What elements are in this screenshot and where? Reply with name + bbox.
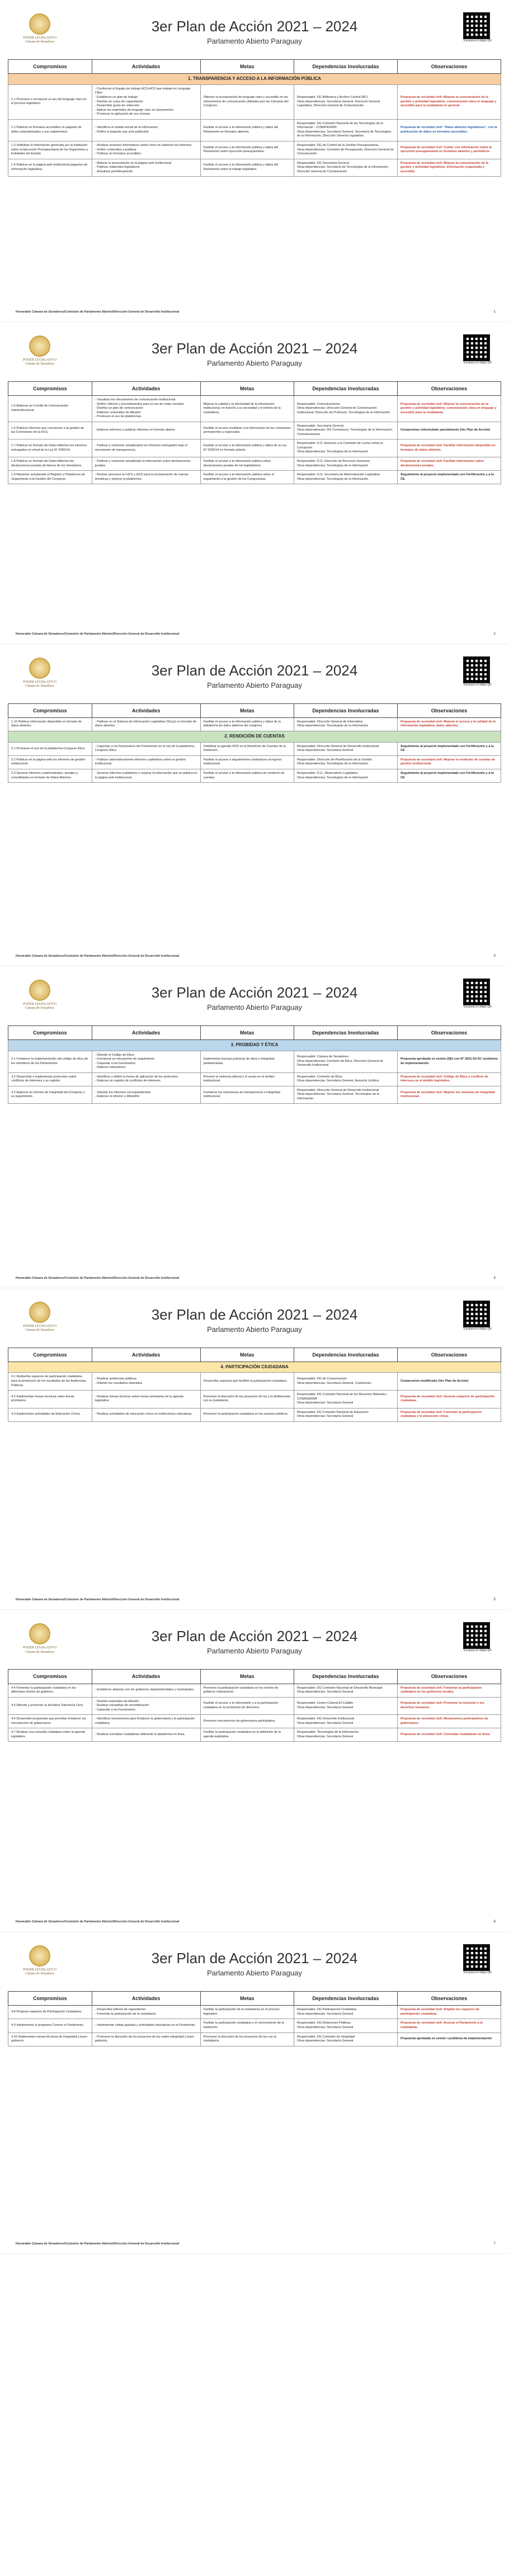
page-subtitle: Parlamento Abierto Paraguay xyxy=(207,1003,302,1012)
dependencias-cell: Responsable: DG Comisión Nacional de las Tecnologías de la Información - CONATEDRIN Otras dependencias: Secretaría General, Secretaría de Tecnologías de la Información, Dirección General Legislativa xyxy=(294,119,397,141)
section-title: 4. PARTICIPACIÓN CIUDADANA xyxy=(8,1362,501,1373)
metas-cell: Facilitar el acceso a la información pública y datos del Parlamento sobre el trabajo legislativo. xyxy=(200,159,294,177)
footer-text: Honorable Cámara de Senadores/Comisión de Parlamento Abierto/Dirección General de Desarrollo Institucional xyxy=(16,1276,180,1280)
actividades-cell: - Publicar en el Sistema de Información Legislativa (SILpy) en formato de datos abiertos. xyxy=(92,717,200,731)
actividades-cell: - Implementar visitas guiadas y actividades educativas en el Parlamento. xyxy=(92,2019,200,2033)
header-row xyxy=(8,1670,501,1684)
column-header: Metas xyxy=(200,381,294,395)
dependencias-cell: Responsable: D.G. Observatorio Legislativo Otras dependencias: Tecnologías de la Información xyxy=(294,769,397,782)
column-header: Actividades xyxy=(92,703,200,717)
logo-text: Cámara de Senadores xyxy=(25,1650,54,1654)
metas-cell: Facilitar el acceso a la información pública y datos del Parlamento sobre ejecución presupuestaria. xyxy=(200,141,294,159)
metas-cell: Prevenir la violencia laboral y el acoso en el ámbito institucional. xyxy=(200,1072,294,1086)
page-header xyxy=(8,10,501,59)
page-subtitle: Parlamento Abierto Paraguay xyxy=(207,1969,302,1978)
qr-code-icon[interactable] xyxy=(463,979,490,1005)
compromiso-cell: 1.6 Publicar informes que conciernen a la gestión de las Comisiones de la HCS. xyxy=(8,422,92,439)
qr-caption: Escanea el código QR xyxy=(464,683,492,687)
column-header: Dependencias Involucradas xyxy=(294,703,397,717)
compromiso-cell: 2.1 Promover el uso de la plataforma Congreso Ético. xyxy=(8,742,92,755)
column-header: Observaciones xyxy=(397,1670,501,1684)
table-row xyxy=(8,1051,501,1072)
metas-cell: Promover mecanismos de gobernanza participativa. xyxy=(200,1715,294,1728)
dependencias-cell: Responsable: Comunicaciones Otras dependencias: Dirección General de Comunicación Institucional, Dirección de Protocolo, Tecnologías de la Información xyxy=(294,396,397,422)
slide-page xyxy=(0,322,509,644)
compromiso-cell: 4.3 Implementar actividades de Educación Cívica. xyxy=(8,1408,92,1421)
slide-page xyxy=(0,644,509,966)
actividades-cell: - Realizar sesiones informativas sobre cómo se elaboran los informes - Definir contenidos a publicar - Publicar en formatos accesibles xyxy=(92,141,200,159)
page-header xyxy=(8,1298,501,1348)
metas-cell: Desarrollar espacios que faciliten la participación ciudadana. xyxy=(200,1373,294,1391)
column-header: Actividades xyxy=(92,1992,200,2006)
metas-cell: Facilitar la participación ciudadana en la definición de la agenda legislativa. xyxy=(200,1728,294,1742)
actividades-cell: - Mejorar la presentación en la página web institucional - Publicar materiales legislativos - Actualizar periódicamente xyxy=(92,159,200,177)
table-row xyxy=(8,471,501,484)
metas-cell: Facilitar el acceso a la información pública sobre el seguimiento a la gestión de los Congresistas. xyxy=(200,471,294,484)
actividades-cell: - Capacitar a los funcionarios del Parlamento en el uso de la plataforma Congreso Ético. xyxy=(92,742,200,755)
observaciones-cell: Propuesta de sociedad civil: Promover la inclusión y los derechos humanos. xyxy=(397,1697,501,1715)
qr-code-icon[interactable] xyxy=(463,1301,490,1327)
observaciones-cell: Propuesta de sociedad civil: Contar con información sobre la ejecución presupuestaria en formatos abiertos y periódicos. xyxy=(397,141,501,159)
page-header xyxy=(8,332,501,381)
dependencias-cell: Responsable: Centro Cultural El Cabildo Otras dependencias: Secretaría General xyxy=(294,1697,397,1715)
table-row xyxy=(8,1697,501,1715)
section-title: 3. PROBIDAD Y ÉTICA xyxy=(8,1039,501,1051)
column-header: Observaciones xyxy=(397,1992,501,2006)
compromiso-cell: 4.10 Implementar mesas técnicas de integridad y buen gobierno. xyxy=(8,2033,92,2046)
table-row xyxy=(8,119,501,141)
observaciones-cell: Propuesta de sociedad civil: Acercar el Parlamento a la ciudadanía. xyxy=(397,2019,501,2033)
observaciones-cell: Propuesta de sociedad civil: Mejorar el acceso y la calidad de la información legislativa; datos abiertos. xyxy=(397,717,501,731)
dependencias-cell: Responsable: DG de Control de la Gestión Presupuestaria Otras dependencias: Comisión de Presupuesto, Dirección General de Comunicación xyxy=(294,141,397,159)
page-title: 3er Plan de Acción 2021 – 2024 xyxy=(151,339,358,357)
compromiso-cell: 3.3 Elaborar un informe de Integridad del Congreso y su seguimiento. xyxy=(8,1086,92,1104)
header-row xyxy=(8,60,501,74)
slide-page xyxy=(0,966,509,1288)
footer-text: Honorable Cámara de Senadores/Comisión de Parlamento Abierto/Dirección General de Desarrollo Institucional xyxy=(16,2242,180,2246)
table-row xyxy=(8,1391,501,1408)
observaciones-cell: Propuesta de sociedad civil: Facilitar información disponible en formatos de datos abiertos. xyxy=(397,439,501,457)
table-row xyxy=(8,84,501,119)
table-row xyxy=(8,2019,501,2033)
qr-caption: Escanea el código QR xyxy=(464,39,492,42)
column-header: Compromisos xyxy=(8,60,92,74)
page-title: 3er Plan de Acción 2021 – 2024 xyxy=(151,984,358,1001)
action-plan-table xyxy=(8,1991,501,2046)
dependencias-cell: Responsable: DG Participación Ciudadana Otras dependencias: Secretaría General xyxy=(294,2006,397,2019)
observaciones-cell: Propuesta aprobada en sesión / problema de implementación xyxy=(397,2033,501,2046)
actividades-cell: - Identificar y definir la forma de aplicación de los protocolos - Elaborar un registro de conflictos de intereses xyxy=(92,1072,200,1086)
table-row xyxy=(8,159,501,177)
dependencias-cell: Responsable: D.G. Secretaría de Administración Legislativa Otras dependencias: Tecnologías de la Información xyxy=(294,471,397,484)
metas-cell: Fortalecer las estructuras de transparencia e integridad institucional. xyxy=(200,1086,294,1104)
actividades-cell: - Publicar y mantener actualizada la información sobre declaraciones juradas. xyxy=(92,457,200,471)
table-row xyxy=(8,396,501,422)
qr-caption: Escanea el código QR xyxy=(464,1649,492,1653)
section-title: 1. TRANSPARENCIA Y ACCESO A LA INFORMACIÓN PÚBLICA xyxy=(8,74,501,85)
metas-cell: Facilitar el acceso a la información y a la participación ciudadana en la promoción de derechos. xyxy=(200,1697,294,1715)
column-header: Dependencias Involucradas xyxy=(294,1670,397,1684)
dependencias-cell: Responsable: DG Comisión de Integridad Otras dependencias: Secretaría General xyxy=(294,2033,397,2046)
table-row xyxy=(8,1072,501,1086)
header-row xyxy=(8,1992,501,2006)
observaciones-cell: Propuesta de sociedad civil: Mecanismos participativos de gobernanza. xyxy=(397,1715,501,1728)
column-header: Compromisos xyxy=(8,1025,92,1039)
compromiso-cell: 2.2 Publicar en la página web los informes de gestión institucional. xyxy=(8,755,92,769)
compromiso-cell: 4.6 Desarrollar propuestas que permitan fortalecer los mecanismos de gobernanza. xyxy=(8,1715,92,1728)
column-header: Metas xyxy=(200,1348,294,1362)
compromiso-cell: 2.3 Generar informes cuatrimestrales, anuales y consolidados en formato de Datos Abiertos. xyxy=(8,769,92,782)
compromiso-cell: 4.7 Realizar una consulta ciudadana sobre la agenda legislativa. xyxy=(8,1728,92,1742)
metas-cell: Facilitar la participación ciudadana y el conocimiento de la institución. xyxy=(200,2019,294,2033)
logo-text: Cámara de Senadores xyxy=(25,1006,54,1010)
header-row xyxy=(8,1025,501,1039)
column-header: Metas xyxy=(200,1670,294,1684)
footer-text: Honorable Cámara de Senadores/Comisión de Parlamento Abierto/Dirección General de Desarrollo Institucional xyxy=(16,310,180,314)
metas-cell: Facilitar el acceso a seguimientos ciudadanos al ingreso institucional. xyxy=(200,755,294,769)
logo-text: PODER LEGISLATIVO xyxy=(23,1002,56,1006)
page-header xyxy=(8,1620,501,1669)
section-header-row xyxy=(8,1039,501,1051)
column-header: Metas xyxy=(200,60,294,74)
dependencias-cell: Responsable: DG Desarrollo Institucional Otras dependencias: Secretaría General xyxy=(294,1715,397,1728)
table-row xyxy=(8,1086,501,1104)
page-number: 3 xyxy=(493,954,496,958)
compromiso-cell: 1.9 Mantener actualizado el Registro y Plataforma de Seguimiento a la Gestión del Congreso. xyxy=(8,471,92,484)
compromiso-cell: 4.9 Implementar el programa Conoce el Parlamento. xyxy=(8,2019,92,2033)
metas-cell: Facilitar la participación de la ciudadanía en el proceso legislativo. xyxy=(200,2006,294,2019)
logo-text: Cámara de Senadores xyxy=(25,40,54,44)
observaciones-cell: Propuesta de sociedad civil: Mejorar la rendición de cuentas de gestión institucional. xyxy=(397,755,501,769)
table-row xyxy=(8,1684,501,1697)
metas-cell: Facilitar el acceso a la información pública de rendición de cuentas. xyxy=(200,769,294,782)
column-header: Metas xyxy=(200,703,294,717)
column-header: Actividades xyxy=(92,1348,200,1362)
actividades-cell: - Conformar el Equipo de trabajo HCS-HCD que trabaje en Lenguaje Claro - Establecer un plan de trabajo - Diseñar un curso de capacitación - Desarrollar guías de redacción - Aplicar los materiales de lenguaje claro en documentos - Promover la aplicación de sus normas xyxy=(92,84,200,119)
observaciones-cell: Propuesta de sociedad civil: Código de Ética y conflicto de intereses en el ámbito legislativo. xyxy=(397,1072,501,1086)
header-row xyxy=(8,1348,501,1362)
page-number: 6 xyxy=(493,1920,496,1924)
logo-text: PODER LEGISLATIVO xyxy=(23,1968,56,1972)
compromiso-cell: 1.1 Promover e incorporar el uso del lenguaje claro en el proceso legislativo. xyxy=(8,84,92,119)
page-number: 7 xyxy=(493,2242,496,2246)
table-row xyxy=(8,742,501,755)
actividades-cell: - Solicitar los informes correspondientes - Elaborar el informe y difundirlo xyxy=(92,1086,200,1104)
actividades-cell: - Identificar el estado actual de la información - Definir el paquete que será publicado xyxy=(92,119,200,141)
metas-cell: Facilitar el acceso a la información pública sobre declaraciones juradas de los legisladores. xyxy=(200,457,294,471)
qr-code-icon[interactable] xyxy=(463,334,490,361)
section-header-row xyxy=(8,74,501,85)
actividades-cell: - Revisar procesos en HCS y HCD para la incorporación de nuevas temáticas y mejorar la plataforma. xyxy=(92,471,200,484)
column-header: Compromisos xyxy=(8,1670,92,1684)
dependencias-cell: Responsable: DG Comisión Nacional de Desarrollo Municipal Otras dependencias: Secretaría General xyxy=(294,1684,397,1697)
column-header: Actividades xyxy=(92,1670,200,1684)
footer-text: Honorable Cámara de Senadores/Comisión de Parlamento Abierto/Dirección General de Desarrollo Institucional xyxy=(16,632,180,636)
column-header: Dependencias Involucradas xyxy=(294,60,397,74)
column-header: Observaciones xyxy=(397,703,501,717)
table-row xyxy=(8,755,501,769)
dependencias-cell: Responsable: DG Biblioteca y Archivo Central (BC) Otras dependencias: Secretaría General, Dirección General Legislativa, Dirección General de Comunicación xyxy=(294,84,397,119)
page-title: 3er Plan de Acción 2021 – 2024 xyxy=(151,1950,358,1967)
dependencias-cell: Responsable: Secretaría General Otras dependencias: DG Comisiones, Tecnologías de la Información, Comunicaciones xyxy=(294,422,397,439)
observaciones-cell: Compromiso modificado (Ver Plan de Acción) xyxy=(397,1373,501,1391)
actividades-cell: - Elaborar informes y publicar informes en formato abierto. xyxy=(92,422,200,439)
header-row xyxy=(8,703,501,717)
metas-cell: Implementar buenas prácticas de ética e integridad parlamentaria. xyxy=(200,1051,294,1072)
qr-caption: Escanea el código QR xyxy=(464,1971,492,1975)
column-header: Observaciones xyxy=(397,1025,501,1039)
observaciones-cell: Propuesta de sociedad civil: Mejorar los sistemas de integridad institucional. xyxy=(397,1086,501,1104)
column-header: Dependencias Involucradas xyxy=(294,1025,397,1039)
table-row xyxy=(8,422,501,439)
observaciones-cell: Propuesta de sociedad civil: Facilitar información sobre declaraciones juradas. xyxy=(397,457,501,471)
page-title: 3er Plan de Acción 2021 – 2024 xyxy=(151,1628,358,1645)
table-row xyxy=(8,1408,501,1421)
action-plan-table xyxy=(8,1025,501,1104)
actividades-cell: - Promover la discusión de los proyectos de ley sobre integridad y buen gobierno. xyxy=(92,2033,200,2046)
observaciones-cell: Propuesta de sociedad civil: Mejorar la comunicación de la gestión y actividad legislativa; comunicación clara en lenguaje y accesible para la ciudadanía en general. xyxy=(397,84,501,119)
logo-text: PODER LEGISLATIVO xyxy=(23,358,56,362)
dependencias-cell: Responsable: Dirección General de Informática Otras dependencias: Tecnologías de la Información xyxy=(294,717,397,731)
actividades-cell: - Publicar sistemáticamente informes cualitativos sobre la gestión institucional. xyxy=(92,755,200,769)
column-header: Actividades xyxy=(92,1025,200,1039)
page-subtitle: Parlamento Abierto Paraguay xyxy=(207,1325,302,1334)
qr-code-icon[interactable] xyxy=(463,1944,490,1971)
column-header: Compromisos xyxy=(8,1992,92,2006)
table-row xyxy=(8,769,501,782)
column-header: Observaciones xyxy=(397,381,501,395)
column-header: Dependencias Involucradas xyxy=(294,1348,397,1362)
table-row xyxy=(8,1728,501,1742)
action-plan-table xyxy=(8,59,501,177)
compromiso-cell: 4.4 Fomentar la participación ciudadana en los diferentes niveles de gobierno. xyxy=(8,1684,92,1697)
compromiso-cell: 1.7 Publicar en formato de Datos Abiertos los informes entregados en virtud de la Ley N° 5282/14. xyxy=(8,439,92,457)
column-header: Observaciones xyxy=(397,1348,501,1362)
observaciones-cell: Compromiso reformulado parcialmente (Ver Plan de Acción) xyxy=(397,422,501,439)
qr-caption: Escanea el código QR xyxy=(464,1005,492,1009)
actividades-cell: - Diseñar materiales de difusión - Realizar campañas de sensibilización - Capacitar a los funcionarios xyxy=(92,1697,200,1715)
actividades-cell: - Realizar audiencias públicas - Difundir los resultados obtenidos xyxy=(92,1373,200,1391)
dependencias-cell: Responsable: Dirección de Planificación de la Gestión Otras dependencias: Tecnologías de la Información xyxy=(294,755,397,769)
metas-cell: Promover la discusión de los proyectos de ley y la deliberación con la ciudadanía. xyxy=(200,1391,294,1408)
compromiso-cell: 1.8 Publicar en formato de Datos Abiertos las declaraciones juradas de bienes de los Senadores. xyxy=(8,457,92,471)
column-header: Actividades xyxy=(92,60,200,74)
actividades-cell: - Difundir el Código de Ética - Incorporar un mecanismo de seguimiento - Capacitar a los funcionarios - Elaborar indicadores xyxy=(92,1051,200,1072)
actividades-cell: - Realizar actividades de educación cívica en instituciones educativas. xyxy=(92,1408,200,1421)
observaciones-cell: Propuesta de sociedad civil: Mejorar la comunicación de la gestión y actividad legislativa; información organizada y accesible. xyxy=(397,159,501,177)
page-header xyxy=(8,1942,501,1991)
dependencias-cell: Responsable: DG Secretaría General Otras dependencias: Secretaría de Tecnologías de la Información, Dirección General de Comunicación xyxy=(294,159,397,177)
header-row xyxy=(8,381,501,395)
section-header-row xyxy=(8,1362,501,1373)
table-row xyxy=(8,1715,501,1728)
compromiso-cell: 1.3 Visibilizar la información generada por la institución sobre la Ejecución Presupuestaria de los Organismos y Entidades del Estado. xyxy=(8,141,92,159)
dependencias-cell: Responsable: D.G. Dirección de Recursos Humanos Otras dependencias: Tecnologías de la Información xyxy=(294,457,397,471)
actividades-cell: - Establecer alianzas con los gobiernos departamentales y municipales. xyxy=(92,1684,200,1697)
actividades-cell: - Realizar consultas ciudadanas utilizando la plataforma en línea. xyxy=(92,1728,200,1742)
column-header: Dependencias Involucradas xyxy=(294,1992,397,2006)
compromiso-cell: 1.2 Publicar en formatos accesibles un paquete de datos estandarizados y sus reglamentos. xyxy=(8,119,92,141)
dependencias-cell: Responsable: DG de Comunicación Otras dependencias: Secretaría General, Comisiones xyxy=(294,1373,397,1391)
table-row xyxy=(8,457,501,471)
action-plan-table xyxy=(8,1348,501,1422)
footer-text: Honorable Cámara de Senadores/Comisión de Parlamento Abierto/Dirección General de Desarrollo Institucional xyxy=(16,954,180,958)
logo-text: Cámara de Senadores xyxy=(25,684,54,688)
compromiso-cell: 4.2 Implementar mesas técnicas sobre temas prioritarios. xyxy=(8,1391,92,1408)
slide-page xyxy=(0,1610,509,1932)
compromiso-cell: 3.2 Desarrollar e implementar protocolos sobre conflictos de intereses y su registro. xyxy=(8,1072,92,1086)
dependencias-cell: Responsable: Dirección General de Desarrollo Institucional Otras dependencias: Secretaría General, Tecnologías de la Información xyxy=(294,1086,397,1104)
dependencias-cell: Responsable: DG Comisión Nacional de los Recursos Naturales - CONADERNA Otras dependencias: Secretaría General xyxy=(294,1391,397,1408)
metas-cell: Facilitar el acceso a la información pública y datos de la Ley N° 5282/14 en formato abierto. xyxy=(200,439,294,457)
observaciones-cell: Propuesta de sociedad civil: Ampliar los espacios de participación ciudadana. xyxy=(397,2006,501,2019)
metas-cell: Mejorar la calidad y la efectividad de la información institucional, en función a la necesidad y el interés de la ciudadanía. xyxy=(200,396,294,422)
column-header: Metas xyxy=(200,1025,294,1039)
metas-cell: Obtener la incorporación de lenguaje claro y accesible en los instrumentos de comunicación utilizados por las Cámaras del Congreso. xyxy=(200,84,294,119)
metas-cell: Visibilizar la agenda ODS en la Rendición de Cuentas de la Institución. xyxy=(200,742,294,755)
footer-text: Honorable Cámara de Senadores/Comisión de Parlamento Abierto/Dirección General de Desarrollo Institucional xyxy=(16,1920,180,1924)
compromiso-cell: 4.1 Rediseñar espacios de participación ciudadana para la promoción de los resultados de las Audiencias Públicas. xyxy=(8,1373,92,1391)
actividades-cell: - Visualizar los mecanismos de comunicación institucional - Definir criterios y procedimientos para el uso de redes sociales - Diseñar un plan de comunicación - Elaborar contenidos de difusión - Promover el uso de plataformas xyxy=(92,396,200,422)
page-title: 3er Plan de Acción 2021 – 2024 xyxy=(151,661,358,679)
compromiso-cell: 1.4 Publicar en la página web institucional paquetes de información legislativa. xyxy=(8,159,92,177)
observaciones-cell: Seguimiento al proyecto implementado con Fortificación y a la CE xyxy=(397,471,501,484)
page-number: 1 xyxy=(493,310,496,314)
table-row xyxy=(8,717,501,731)
logo-text: Cámara de Senadores xyxy=(25,362,54,366)
logo-text: Cámara de Senadores xyxy=(25,1972,54,1976)
logo-text: PODER LEGISLATIVO xyxy=(23,1324,56,1328)
page-number: 4 xyxy=(493,1276,496,1280)
section-header-row xyxy=(8,731,501,742)
observaciones-cell: Propuesta de sociedad civil: Generar espacios de participación ciudadana. xyxy=(397,1391,501,1408)
metas-cell: Promover la participación ciudadana en los asuntos públicos. xyxy=(200,1408,294,1421)
page-subtitle: Parlamento Abierto Paraguay xyxy=(207,1647,302,1656)
table-row xyxy=(8,2033,501,2046)
slide-page xyxy=(0,0,509,322)
qr-code-icon[interactable] xyxy=(463,12,490,39)
table-row xyxy=(8,141,501,159)
observaciones-cell: Propuesta aprobada en sesión (SE) con N° 2021-02-24 / problema de implementación xyxy=(397,1051,501,1072)
column-header: Metas xyxy=(200,1992,294,2006)
metas-cell: Facilitar el acceso a la información pública y datos del Parlamento en formatos abiertos. xyxy=(200,119,294,141)
observaciones-cell: Propuesta de sociedad civil: Mejorar la comunicación de la gestión y actividad legislativa; comunicación clara en lenguaje y accesible para la ciudadanía. xyxy=(397,396,501,422)
slide-page xyxy=(0,1932,509,2254)
action-plan-table xyxy=(8,1669,501,1742)
observaciones-cell: Propuesta de sociedad civil: Consultas ciudadanas en línea. xyxy=(397,1728,501,1742)
dependencias-cell: Responsable: Cámara de Senadores Otras dependencias: Comisión de Ética, Dirección General de Desarrollo Institucional xyxy=(294,1051,397,1072)
compromiso-cell: 4.5 Difundir y promover la Iniciativa Tolerancia Cero. xyxy=(8,1697,92,1715)
observaciones-cell: Propuesta de sociedad civil: "Datos abiertos legislativos", con la publicación de datos en formatos accesibles. xyxy=(397,119,501,141)
actividades-cell: - Publicar y mantener actualizados los informes entregados bajo el mecanismo de transparencia. xyxy=(92,439,200,457)
compromiso-cell: 3.1 Fortalecer la implementación del código de ética de los miembros de los Parlamentos. xyxy=(8,1051,92,1072)
column-header: Observaciones xyxy=(397,60,501,74)
action-plan-table xyxy=(8,381,501,484)
column-header: Actividades xyxy=(92,381,200,395)
page-subtitle: Parlamento Abierto Paraguay xyxy=(207,680,302,689)
page-subtitle: Parlamento Abierto Paraguay xyxy=(207,358,302,367)
dependencias-cell: Responsable: DG Comisión Nacional de Educación Otras dependencias: Secretaría General xyxy=(294,1408,397,1421)
qr-code-icon[interactable] xyxy=(463,656,490,683)
column-header: Dependencias Involucradas xyxy=(294,381,397,395)
qr-code-icon[interactable] xyxy=(463,1622,490,1649)
page-header xyxy=(8,976,501,1025)
page-number: 5 xyxy=(493,1598,496,1602)
compromiso-cell: 1.10 Publicar información disponible en formato de datos abiertos. xyxy=(8,717,92,731)
page-title: 3er Plan de Acción 2021 – 2024 xyxy=(151,1306,358,1323)
footer-text: Honorable Cámara de Senadores/Comisión de Parlamento Abierto/Dirección General de Desarrollo Institucional xyxy=(16,1598,180,1602)
page-number: 2 xyxy=(493,632,496,636)
page-header xyxy=(8,654,501,703)
qr-caption: Escanea el código QR xyxy=(464,361,492,365)
observaciones-cell: Propuesta de sociedad civil: Fomentar la participación ciudadana en los gobiernos locales. xyxy=(397,1684,501,1697)
metas-cell: Promover la participación ciudadana en los niveles de gobierno subnacional. xyxy=(200,1684,294,1697)
metas-cell: Facilitar el acceso a la información pública y datos de la plataforma de datos abiertos del congreso. xyxy=(200,717,294,731)
column-header: Compromisos xyxy=(8,1348,92,1362)
compromiso-cell: 1.5 Elaborar un Comité de Comunicación Interinstitucional. xyxy=(8,396,92,422)
observaciones-cell: Propuesta de sociedad civil: Fomentar la participación ciudadana y la educación cívica. xyxy=(397,1408,501,1421)
dependencias-cell: Responsable: Tecnologías de la Información Otras dependencias: Secretaría General xyxy=(294,1728,397,1742)
table-row xyxy=(8,439,501,457)
table-row xyxy=(8,1373,501,1391)
table-row xyxy=(8,2006,501,2019)
dependencias-cell: Responsable: D.G. Asesoría a la Comisión de Lucha contra la Corrupción Otras dependencias: Tecnologías de la Información xyxy=(294,439,397,457)
metas-cell: Promover la discusión de los proyectos de ley con la ciudadanía. xyxy=(200,2033,294,2046)
section-title: 2. RENDICIÓN DE CUENTAS xyxy=(8,731,501,742)
dependencias-cell: Responsable: DG Relaciones Públicas Otras dependencias: Secretaría General xyxy=(294,2019,397,2033)
column-header: Compromisos xyxy=(8,703,92,717)
dependencias-cell: Responsable: Comisión de Ética Otras dependencias: Secretaría General, Asesoría Jurídica xyxy=(294,1072,397,1086)
dependencias-cell: Responsable: Dirección General de Desarrollo Institucional Otras dependencias: Secretaría General xyxy=(294,742,397,755)
actividades-cell: - Generar informes cualitativos y mejorar la información que se publica en la página web institucional. xyxy=(92,769,200,782)
qr-caption: Escanea el código QR xyxy=(464,1327,492,1331)
action-plan-table xyxy=(8,703,501,783)
logo-text: PODER LEGISLATIVO xyxy=(23,680,56,684)
page-title: 3er Plan de Acción 2021 – 2024 xyxy=(151,18,358,35)
actividades-cell: - Identificar mecanismos para fortalecer la gobernanza y la participación ciudadana. xyxy=(92,1715,200,1728)
observaciones-cell: Seguimiento al proyecto implementado con Fortificación y a la CE xyxy=(397,742,501,755)
compromiso-cell: 4.8 Propiciar espacios de Participación Ciudadana. xyxy=(8,2006,92,2019)
column-header: Compromisos xyxy=(8,381,92,395)
actividades-cell: - Desarrollar talleres de capacitación - Fomentar la participación de la ciudadanía xyxy=(92,2006,200,2019)
logo-text: PODER LEGISLATIVO xyxy=(23,1646,56,1650)
observaciones-cell: Seguimiento al proyecto implementado con Fortificación y a la CE xyxy=(397,769,501,782)
page-subtitle: Parlamento Abierto Paraguay xyxy=(207,37,302,45)
slide-page xyxy=(0,1288,509,1610)
logo-text: Cámara de Senadores xyxy=(25,1328,54,1332)
logo-text: PODER LEGISLATIVO xyxy=(23,36,56,40)
actividades-cell: - Realizar mesas técnicas sobre temas prioritarios de la agenda legislativa. xyxy=(92,1391,200,1408)
metas-cell: Facilitar el acceso mediante a la información de las comisiones permanentes y especiales. xyxy=(200,422,294,439)
